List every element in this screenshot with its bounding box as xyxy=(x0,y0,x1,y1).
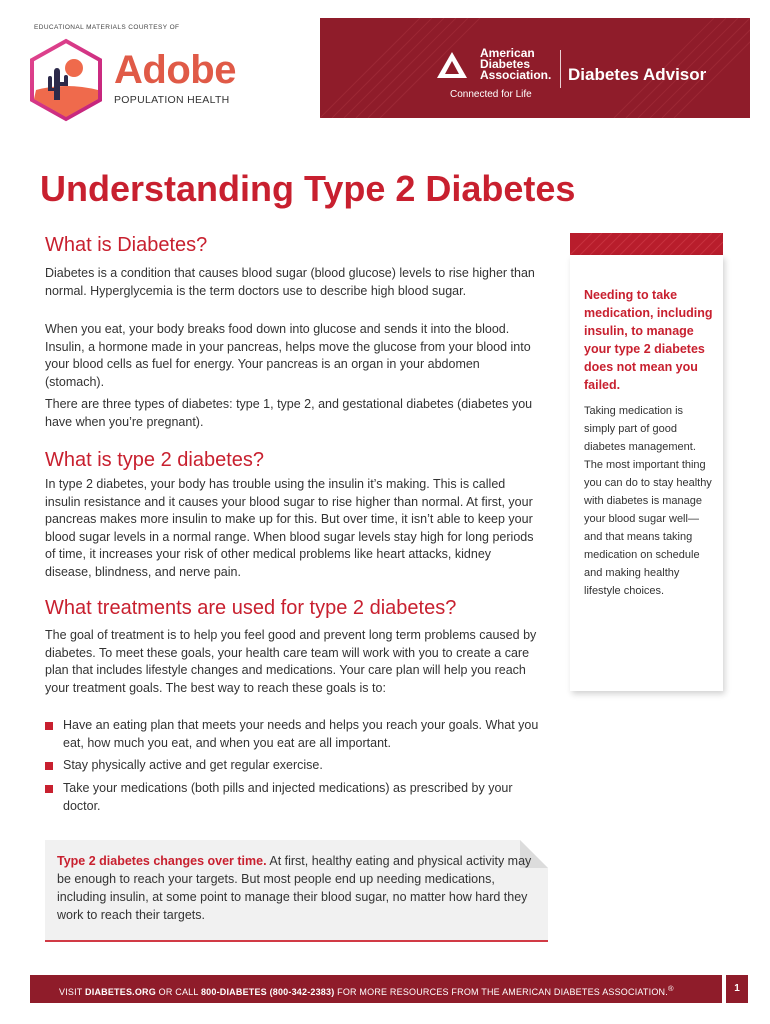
sidebar-header-bar xyxy=(570,233,723,255)
adobe-subtitle: POPULATION HEALTH xyxy=(114,94,230,106)
adobe-hexagon-icon xyxy=(28,38,104,122)
adobe-wordmark: Adobe xyxy=(114,48,236,92)
paragraph: Diabetes is a condition that causes blood sugar (blood glucose) levels to rise higher than normal. Hyperglycemia is the term doctors use to describe high blood sugar. xyxy=(45,266,535,298)
courtesy-label: EDUCATIONAL MATERIALS COURTESY OF xyxy=(34,24,180,31)
ada-triangle-icon xyxy=(437,52,467,78)
callout-lead: Type 2 diabetes changes over time. xyxy=(57,854,267,868)
paragraph: The goal of treatment is to help you feel good and prevent long term problems caused by diabetes. To meet these goals, your health care team will work with you to create a care plan that includes lifestyle changes and medications. Your care plan will help you reach your treatment goals. The best way to reach these goals is to: xyxy=(45,628,537,695)
paragraph: When you eat, your body breaks food down into glucose and sends it into the blood. Insulin, a hormone made in your pancreas, helps move the glucose from your blood into your blood cells as fuel for energy. Your pancreas is an organ in your abdomen (stomach). xyxy=(45,322,531,389)
footer-bar xyxy=(30,975,722,1003)
bullet-square-icon xyxy=(45,762,53,770)
sidebar-heading: Needing to take medication, including insulin, to manage your type 2 diabetes does not mean you failed. xyxy=(584,288,713,392)
heading-what-is-diabetes: What is Diabetes? xyxy=(45,234,208,256)
list-item: Take your medications (both pills and injected medications) as prescribed by your doctor. xyxy=(45,780,545,815)
footer-text: VISIT DIABETES.ORG OR CALL 800-DIABETES (800-342-2383) FOR MORE RESOURCES FROM THE AMERICAN DIABETES ASSOCIATION.® xyxy=(59,984,674,997)
callout-body: At first, healthy eating and physical activity may be enough to reach your targets. But most people end up needing medications, including insulin, at some point to manage their blood sugar, no matter how hard they work to reach their targets. xyxy=(57,854,532,922)
sidebar-body: Taking medication is simply part of good diabetes management. The most important thing you can do to stay healthy with diabetes is manage your blood sugar well—and that means taking medication on schedule and making healthy lifestyle choices. xyxy=(584,405,712,597)
ada-name: American Diabetes Association. xyxy=(480,46,552,82)
paragraph: In type 2 diabetes, your body has trouble using the insulin it’s making. This is called insulin resistance and it causes your blood sugar to rise higher than normal. At first, your pancreas makes more insulin to make up for this. But over time, it isn’t able to keep your blood sugar levels in a normal range. When blood sugar levels stay high for long periods of time, it increases your risk of other medical problems like heart attacks, kidney disease, blindness, and nerve pain. xyxy=(45,477,534,579)
diabetes-advisor-label: Diabetes Advisor xyxy=(568,65,707,84)
list-item: Have an eating plan that meets your needs and helps you reach your goals. What you eat, how much you eat, and when you eat are all important. xyxy=(45,717,545,752)
callout-text xyxy=(57,852,535,924)
paragraph: There are three types of diabetes: type 1, type 2, and gestational diabetes (diabetes you have when you’re pregnant). xyxy=(45,397,533,429)
ada-banner xyxy=(320,18,750,118)
bullet-square-icon xyxy=(45,785,53,793)
list-item: Stay physically active and get regular exercise. xyxy=(45,757,545,775)
footer-site-link[interactable]: DIABETES.ORG xyxy=(85,987,156,997)
heading-what-is-type-2: What is type 2 diabetes? xyxy=(45,449,265,471)
footer-phone: 800-DIABETES (800-342-2383) xyxy=(200,987,335,997)
heading-treatments: What treatments are used for type 2 diabetes? xyxy=(45,597,457,619)
sidebar-pattern xyxy=(570,233,723,255)
adobe-population-health-logo xyxy=(28,38,238,122)
banner-divider xyxy=(560,50,561,88)
page-title: Understanding Type 2 Diabetes xyxy=(40,168,576,209)
page-number: 1 xyxy=(726,975,748,1003)
bullet-square-icon xyxy=(45,722,53,730)
ada-tagline: Connected for Life xyxy=(450,89,532,100)
